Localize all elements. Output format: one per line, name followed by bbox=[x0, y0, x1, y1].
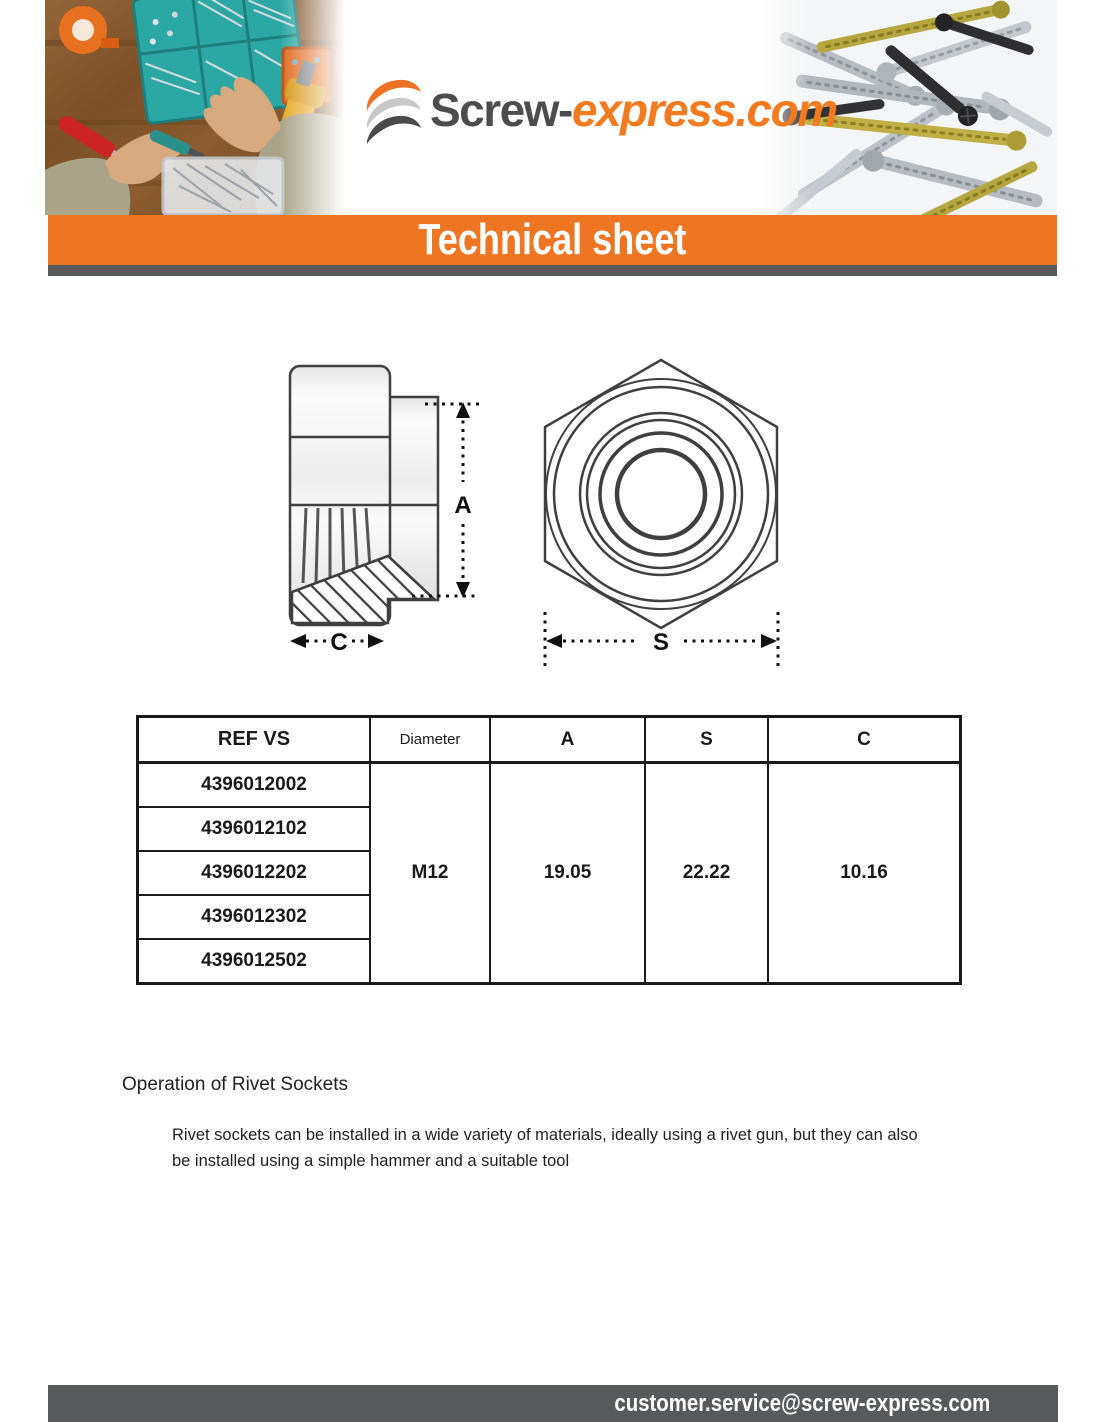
brand-primary: Screw- bbox=[430, 84, 572, 136]
banner-underline-bar bbox=[48, 265, 1057, 276]
ref-cell: 4396012102 bbox=[138, 807, 371, 851]
logo-arcs-icon bbox=[366, 78, 422, 144]
top-view bbox=[545, 360, 777, 628]
col-header-diameter: Diameter bbox=[370, 717, 490, 763]
ref-cell: 4396012302 bbox=[138, 895, 371, 939]
ref-cell: 4396012502 bbox=[138, 939, 371, 984]
title-banner bbox=[48, 215, 1057, 265]
brand-secondary: express.com bbox=[571, 84, 837, 136]
dimensions-table bbox=[136, 715, 962, 985]
dimension-s-label: S bbox=[652, 629, 670, 656]
section-title: Operation of Rivet Sockets bbox=[122, 1074, 348, 1095]
nut-technical-drawing bbox=[250, 330, 810, 690]
operation-paragraph: Rivet sockets can be installed in a wide variety of materials, ideally using a rivet gun, but they can also be installed using a simple hammer and a suitable tool bbox=[172, 1126, 918, 1171]
page-title: Technical sheet bbox=[418, 215, 687, 264]
side-view bbox=[290, 366, 438, 625]
brand-logo bbox=[366, 78, 837, 144]
workbench-photo bbox=[45, 0, 345, 215]
col-header-a: A bbox=[490, 717, 645, 763]
workbench-photo-art bbox=[45, 0, 345, 215]
table-row bbox=[138, 763, 961, 808]
col-header-s: S bbox=[645, 717, 768, 763]
footer-bar bbox=[48, 1385, 1058, 1422]
col-header-c: C bbox=[768, 717, 961, 763]
contact-email: customer.service@screw-express.com bbox=[614, 1389, 990, 1417]
ref-cell: 4396012202 bbox=[138, 851, 371, 895]
a-value-cell: 19.05 bbox=[490, 763, 645, 984]
s-value-cell: 22.22 bbox=[645, 763, 768, 984]
diameter-cell: M12 bbox=[370, 763, 490, 984]
ref-cell: 4396012002 bbox=[138, 763, 371, 808]
col-header-ref: REF VS bbox=[138, 717, 371, 763]
c-value-cell: 10.16 bbox=[768, 763, 961, 984]
dimension-c-label: C bbox=[330, 629, 348, 656]
brand-name bbox=[430, 78, 837, 142]
dimension-a-label: A bbox=[454, 492, 472, 519]
table-header-row bbox=[138, 717, 961, 763]
